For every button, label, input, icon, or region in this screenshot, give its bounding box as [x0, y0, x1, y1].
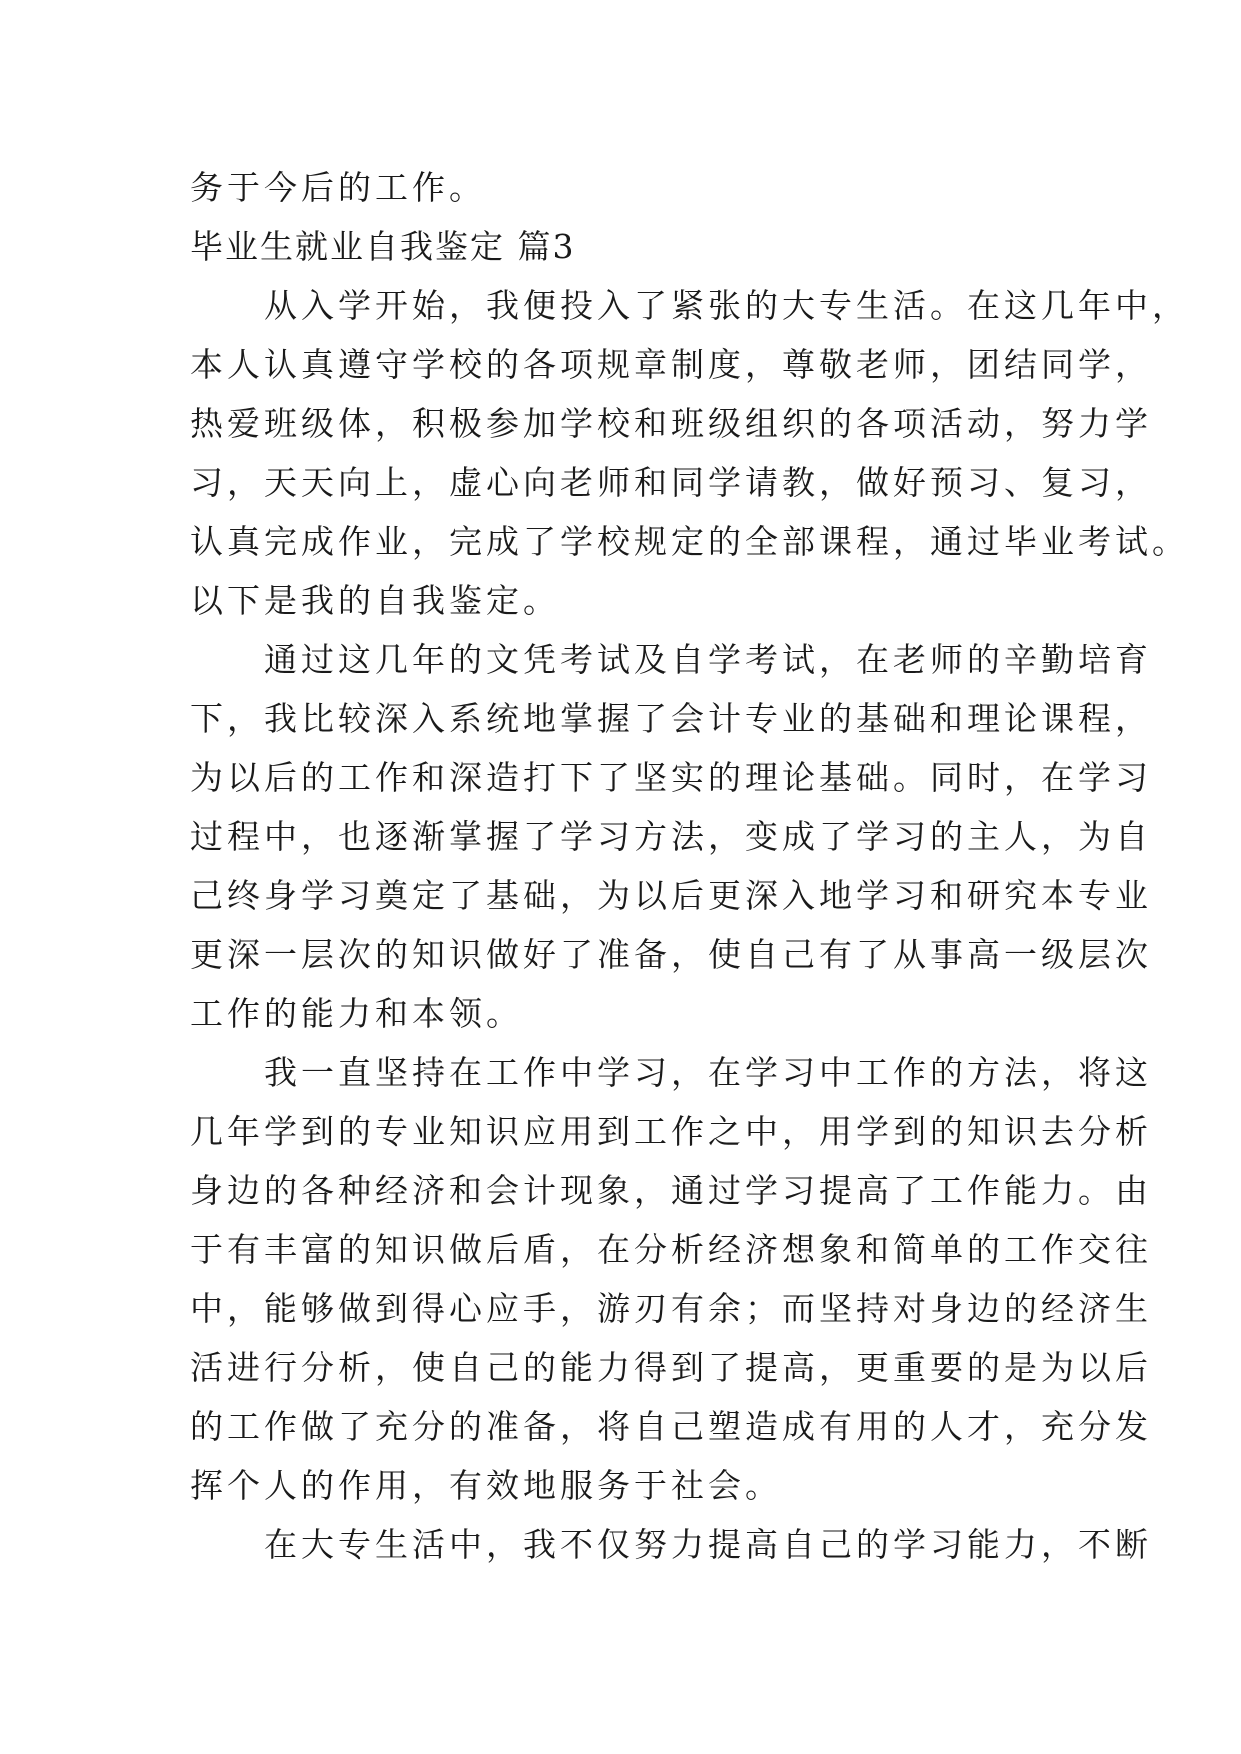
paragraph-line: 的工作做了充分的准备，将自己塑造成有用的人才，充分发: [190, 1407, 1152, 1446]
paragraph-line: 更深一层次的知识做好了准备，使自己有了从事高一级层次: [190, 935, 1152, 974]
paragraph-line: 于有丰富的知识做后盾，在分析经济想象和简单的工作交往: [190, 1230, 1152, 1269]
paragraph-line: 活进行分析，使自己的能力得到了提高，更重要的是为以后: [190, 1348, 1152, 1387]
paragraph-line: 几年学到的专业知识应用到工作之中，用学到的知识去分析: [190, 1112, 1152, 1151]
paragraph-line: 从入学开始，我便投入了紧张的大专生活。在这几年中，: [190, 286, 1189, 325]
paragraph-line: 身边的各种经济和会计现象，通过学习提高了工作能力。由: [190, 1171, 1152, 1210]
paragraph-line: 本人认真遵守学校的各项规章制度，尊敬老师，团结同学，: [190, 345, 1152, 384]
paragraph-line: 己终身学习奠定了基础，为以后更深入地学习和研究本专业: [190, 876, 1152, 915]
paragraph-line: 挥个人的作用，有效地服务于社会。: [190, 1466, 782, 1505]
document-body: [190, 158, 1189, 1574]
paragraph-line: 以下是我的自我鉴定。: [190, 581, 560, 620]
paragraph-line: 热爱班级体，积极参加学校和班级组织的各项活动，努力学: [190, 404, 1152, 443]
paragraph-line: 过程中，也逐渐掌握了学习方法，变成了学习的主人，为自: [190, 817, 1152, 856]
paragraph-2: [190, 630, 1152, 1043]
continuation-line: 务于今后的工作。: [190, 168, 486, 207]
paragraph-line: 我一直坚持在工作中学习，在学习中工作的方法，将这: [190, 1053, 1152, 1092]
paragraph-3: [190, 1043, 1152, 1515]
paragraph-1: [190, 276, 1189, 630]
paragraph-line: 为以后的工作和深造打下了坚实的理论基础。同时，在学习: [190, 758, 1152, 797]
paragraph-line: 工作的能力和本领。: [190, 994, 523, 1033]
paragraph-4: [190, 1515, 1152, 1574]
paragraph-line: 习，天天向上，虚心向老师和同学请教，做好预习、复习，: [190, 463, 1152, 502]
paragraph-line: 在大专生活中，我不仅努力提高自己的学习能力，不断: [190, 1525, 1152, 1564]
paragraph-line: 认真完成作业，完成了学校规定的全部课程，通过毕业考试。: [190, 522, 1189, 561]
paragraph-line: 中，能够做到得心应手，游刃有余；而坚持对身边的经济生: [190, 1289, 1152, 1328]
section-heading: 毕业生就业自我鉴定 篇3: [190, 227, 576, 266]
paragraph-line: 通过这几年的文凭考试及自学考试，在老师的辛勤培育: [190, 640, 1152, 679]
paragraph-line: 下，我比较深入系统地掌握了会计专业的基础和理论课程，: [190, 699, 1152, 738]
